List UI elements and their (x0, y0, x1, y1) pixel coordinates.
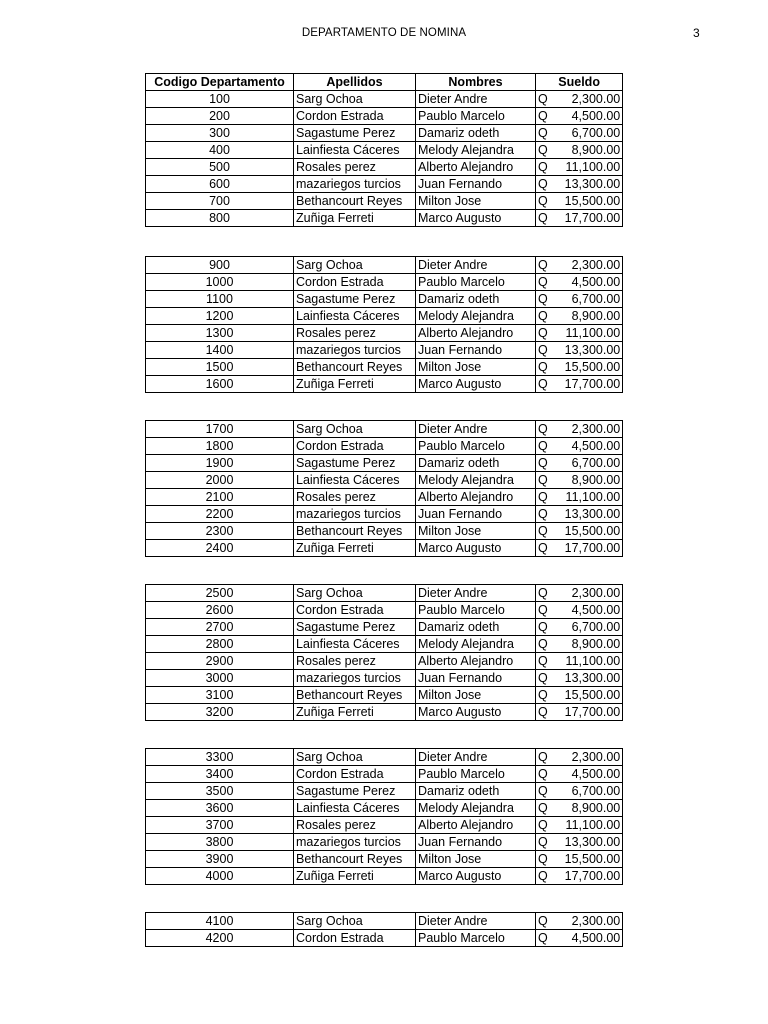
department-code-cell: 3200 (146, 704, 294, 721)
payroll-table-2 (145, 256, 623, 393)
table-row (146, 421, 623, 438)
table-body (146, 913, 623, 947)
table-row (146, 670, 623, 687)
currency-symbol: Q (536, 142, 550, 159)
table-row (146, 472, 623, 489)
salary-amount-cell: 6,700.00 (550, 783, 623, 800)
first-names-cell: Juan Fernando (416, 342, 536, 359)
department-code-cell: 3600 (146, 800, 294, 817)
table-row (146, 210, 623, 227)
department-code-cell: 400 (146, 142, 294, 159)
last-names-cell: Sarg Ochoa (294, 257, 416, 274)
last-names-cell: Lainfiesta Cáceres (294, 636, 416, 653)
last-names-cell: Lainfiesta Cáceres (294, 472, 416, 489)
last-names-cell: mazariegos turcios (294, 834, 416, 851)
page-title: DEPARTAMENTO DE NOMINA (301, 27, 467, 39)
first-names-cell: Paublo Marcelo (416, 274, 536, 291)
currency-symbol: Q (536, 913, 550, 930)
currency-symbol: Q (536, 523, 550, 540)
currency-symbol: Q (536, 670, 550, 687)
table-row (146, 913, 623, 930)
first-names-cell: Dieter Andre (416, 585, 536, 602)
table-body (146, 421, 623, 557)
first-names-cell: Alberto Alejandro (416, 325, 536, 342)
table-row (146, 800, 623, 817)
first-names-cell: Melody Alejandra (416, 472, 536, 489)
salary-amount-cell: 4,500.00 (550, 602, 623, 619)
last-names-cell: Cordon Estrada (294, 602, 416, 619)
salary-amount-cell: 2,300.00 (550, 421, 623, 438)
last-names-cell: Zuñiga Ferreti (294, 210, 416, 227)
department-code-cell: 300 (146, 125, 294, 142)
payroll-table-5 (145, 748, 623, 885)
department-code-cell: 1600 (146, 376, 294, 393)
last-names-cell: Rosales perez (294, 489, 416, 506)
department-code-cell: 1200 (146, 308, 294, 325)
table-row (146, 817, 623, 834)
salary-amount-cell: 17,700.00 (550, 704, 623, 721)
salary-amount-cell: 11,100.00 (550, 653, 623, 670)
currency-symbol: Q (536, 766, 550, 783)
currency-symbol: Q (536, 489, 550, 506)
currency-symbol: Q (536, 193, 550, 210)
first-names-cell: Damariz odeth (416, 455, 536, 472)
salary-amount-cell: 4,500.00 (550, 274, 623, 291)
salary-amount-cell: 17,700.00 (550, 376, 623, 393)
department-code-cell: 800 (146, 210, 294, 227)
department-code-cell: 2500 (146, 585, 294, 602)
table-row (146, 291, 623, 308)
currency-symbol: Q (536, 817, 550, 834)
table-row (146, 91, 623, 108)
department-code-cell: 2600 (146, 602, 294, 619)
department-code-cell: 3400 (146, 766, 294, 783)
first-names-cell: Marco Augusto (416, 210, 536, 227)
last-names-cell: mazariegos turcios (294, 670, 416, 687)
first-names-cell: Dieter Andre (416, 421, 536, 438)
salary-amount-cell: 8,900.00 (550, 800, 623, 817)
salary-amount-cell: 11,100.00 (550, 159, 623, 176)
first-names-cell: Dieter Andre (416, 91, 536, 108)
salary-amount-cell: 2,300.00 (550, 913, 623, 930)
table-row (146, 193, 623, 210)
currency-symbol: Q (536, 472, 550, 489)
salary-amount-cell: 13,300.00 (550, 834, 623, 851)
department-code-cell: 2700 (146, 619, 294, 636)
first-names-cell: Juan Fernando (416, 670, 536, 687)
last-names-cell: Lainfiesta Cáceres (294, 800, 416, 817)
department-code-cell: 1900 (146, 455, 294, 472)
department-code-cell: 100 (146, 91, 294, 108)
salary-amount-cell: 2,300.00 (550, 585, 623, 602)
salary-amount-cell: 6,700.00 (550, 291, 623, 308)
last-names-cell: Sagastume Perez (294, 455, 416, 472)
salary-amount-cell: 8,900.00 (550, 142, 623, 159)
table-row (146, 687, 623, 704)
department-code-cell: 700 (146, 193, 294, 210)
salary-amount-cell: 17,700.00 (550, 868, 623, 885)
salary-amount-cell: 11,100.00 (550, 325, 623, 342)
first-names-cell: Dieter Andre (416, 257, 536, 274)
currency-symbol: Q (536, 868, 550, 885)
last-names-cell: mazariegos turcios (294, 506, 416, 523)
salary-amount-cell: 6,700.00 (550, 125, 623, 142)
last-names-cell: mazariegos turcios (294, 342, 416, 359)
first-names-cell: Damariz odeth (416, 783, 536, 800)
last-names-cell: Bethancourt Reyes (294, 359, 416, 376)
last-names-cell: Bethancourt Reyes (294, 523, 416, 540)
department-code-cell: 2100 (146, 489, 294, 506)
table-row (146, 636, 623, 653)
table-body (146, 585, 623, 721)
first-names-cell: Milton Jose (416, 851, 536, 868)
department-code-cell: 500 (146, 159, 294, 176)
currency-symbol: Q (536, 930, 550, 947)
department-code-cell: 2200 (146, 506, 294, 523)
salary-amount-cell: 8,900.00 (550, 636, 623, 653)
currency-symbol: Q (536, 653, 550, 670)
department-code-cell: 2900 (146, 653, 294, 670)
salary-amount-cell: 13,300.00 (550, 176, 623, 193)
first-names-cell: Alberto Alejandro (416, 817, 536, 834)
first-names-cell: Juan Fernando (416, 834, 536, 851)
department-code-cell: 3300 (146, 749, 294, 766)
payroll-table-6 (145, 912, 623, 947)
department-code-cell: 900 (146, 257, 294, 274)
first-names-cell: Melody Alejandra (416, 308, 536, 325)
table-row (146, 930, 623, 947)
last-names-cell: Sagastume Perez (294, 125, 416, 142)
first-names-cell: Marco Augusto (416, 704, 536, 721)
first-names-cell: Melody Alejandra (416, 142, 536, 159)
table-body (146, 257, 623, 393)
last-names-cell: Sagastume Perez (294, 619, 416, 636)
currency-symbol: Q (536, 540, 550, 557)
currency-symbol: Q (536, 342, 550, 359)
column-header-last-names: Apellidos (294, 74, 416, 91)
salary-amount-cell: 8,900.00 (550, 472, 623, 489)
currency-symbol: Q (536, 619, 550, 636)
salary-amount-cell: 8,900.00 (550, 308, 623, 325)
salary-amount-cell: 15,500.00 (550, 193, 623, 210)
salary-amount-cell: 4,500.00 (550, 766, 623, 783)
department-code-cell: 3100 (146, 687, 294, 704)
last-names-cell: Sagastume Perez (294, 291, 416, 308)
currency-symbol: Q (536, 125, 550, 142)
department-code-cell: 3800 (146, 834, 294, 851)
department-code-cell: 1500 (146, 359, 294, 376)
salary-amount-cell: 6,700.00 (550, 455, 623, 472)
table-row (146, 704, 623, 721)
currency-symbol: Q (536, 834, 550, 851)
currency-symbol: Q (536, 359, 550, 376)
first-names-cell: Juan Fernando (416, 506, 536, 523)
currency-symbol: Q (536, 636, 550, 653)
first-names-cell: Paublo Marcelo (416, 438, 536, 455)
department-code-cell: 200 (146, 108, 294, 125)
currency-symbol: Q (536, 376, 550, 393)
table-body (146, 91, 623, 227)
column-header-code: Codigo Departamento (146, 74, 294, 91)
salary-amount-cell: 4,500.00 (550, 438, 623, 455)
last-names-cell: Sarg Ochoa (294, 913, 416, 930)
table-body (146, 749, 623, 885)
last-names-cell: Zuñiga Ferreti (294, 868, 416, 885)
payroll-table-4 (145, 584, 623, 721)
department-code-cell: 2000 (146, 472, 294, 489)
table-row (146, 359, 623, 376)
first-names-cell: Milton Jose (416, 687, 536, 704)
table-row (146, 506, 623, 523)
salary-amount-cell: 6,700.00 (550, 619, 623, 636)
currency-symbol: Q (536, 783, 550, 800)
salary-amount-cell: 4,500.00 (550, 108, 623, 125)
page-number: 3 (693, 26, 700, 40)
currency-symbol: Q (536, 421, 550, 438)
first-names-cell: Alberto Alejandro (416, 653, 536, 670)
department-code-cell: 1300 (146, 325, 294, 342)
currency-symbol: Q (536, 851, 550, 868)
department-code-cell: 1000 (146, 274, 294, 291)
payroll-table-3 (145, 420, 623, 557)
column-header-first-names: Nombres (416, 74, 536, 91)
department-code-cell: 2800 (146, 636, 294, 653)
department-code-cell: 1800 (146, 438, 294, 455)
table-header-row (146, 74, 623, 91)
last-names-cell: Sarg Ochoa (294, 91, 416, 108)
currency-symbol: Q (536, 602, 550, 619)
salary-amount-cell: 13,300.00 (550, 506, 623, 523)
last-names-cell: Cordon Estrada (294, 766, 416, 783)
currency-symbol: Q (536, 291, 550, 308)
last-names-cell: mazariegos turcios (294, 176, 416, 193)
department-code-cell: 1400 (146, 342, 294, 359)
payroll-table-1 (145, 73, 623, 227)
first-names-cell: Alberto Alejandro (416, 489, 536, 506)
first-names-cell: Paublo Marcelo (416, 602, 536, 619)
first-names-cell: Juan Fernando (416, 176, 536, 193)
first-names-cell: Dieter Andre (416, 913, 536, 930)
table-row (146, 108, 623, 125)
salary-amount-cell: 15,500.00 (550, 851, 623, 868)
department-code-cell: 4000 (146, 868, 294, 885)
last-names-cell: Sagastume Perez (294, 783, 416, 800)
department-code-cell: 3900 (146, 851, 294, 868)
salary-amount-cell: 13,300.00 (550, 670, 623, 687)
table-row (146, 602, 623, 619)
first-names-cell: Damariz odeth (416, 619, 536, 636)
table-row (146, 619, 623, 636)
currency-symbol: Q (536, 438, 550, 455)
salary-amount-cell: 11,100.00 (550, 817, 623, 834)
currency-symbol: Q (536, 704, 550, 721)
first-names-cell: Paublo Marcelo (416, 766, 536, 783)
department-code-cell: 2300 (146, 523, 294, 540)
department-code-cell: 3700 (146, 817, 294, 834)
first-names-cell: Marco Augusto (416, 376, 536, 393)
last-names-cell: Bethancourt Reyes (294, 193, 416, 210)
currency-symbol: Q (536, 800, 550, 817)
salary-amount-cell: 17,700.00 (550, 210, 623, 227)
salary-amount-cell: 15,500.00 (550, 687, 623, 704)
currency-symbol: Q (536, 159, 550, 176)
first-names-cell: Milton Jose (416, 523, 536, 540)
department-code-cell: 3500 (146, 783, 294, 800)
table-row (146, 125, 623, 142)
department-code-cell: 4100 (146, 913, 294, 930)
last-names-cell: Lainfiesta Cáceres (294, 308, 416, 325)
table-row (146, 342, 623, 359)
table-row (146, 783, 623, 800)
first-names-cell: Marco Augusto (416, 868, 536, 885)
department-code-cell: 4200 (146, 930, 294, 947)
currency-symbol: Q (536, 325, 550, 342)
last-names-cell: Bethancourt Reyes (294, 687, 416, 704)
first-names-cell: Paublo Marcelo (416, 108, 536, 125)
last-names-cell: Sarg Ochoa (294, 585, 416, 602)
last-names-cell: Sarg Ochoa (294, 749, 416, 766)
table-row (146, 851, 623, 868)
table-row (146, 868, 623, 885)
first-names-cell: Milton Jose (416, 359, 536, 376)
last-names-cell: Zuñiga Ferreti (294, 704, 416, 721)
column-header-salary: Sueldo (536, 74, 623, 91)
last-names-cell: Rosales perez (294, 817, 416, 834)
page-header (0, 24, 768, 42)
currency-symbol: Q (536, 308, 550, 325)
first-names-cell: Melody Alejandra (416, 636, 536, 653)
last-names-cell: Bethancourt Reyes (294, 851, 416, 868)
table-row (146, 766, 623, 783)
first-names-cell: Marco Augusto (416, 540, 536, 557)
table-row (146, 325, 623, 342)
last-names-cell: Zuñiga Ferreti (294, 540, 416, 557)
department-code-cell: 600 (146, 176, 294, 193)
currency-symbol: Q (536, 687, 550, 704)
department-code-cell: 3000 (146, 670, 294, 687)
table-row (146, 376, 623, 393)
salary-amount-cell: 4,500.00 (550, 930, 623, 947)
currency-symbol: Q (536, 585, 550, 602)
table-row (146, 834, 623, 851)
table-row (146, 489, 623, 506)
salary-amount-cell: 2,300.00 (550, 91, 623, 108)
table-row (146, 274, 623, 291)
first-names-cell: Melody Alejandra (416, 800, 536, 817)
last-names-cell: Sarg Ochoa (294, 421, 416, 438)
department-code-cell: 1100 (146, 291, 294, 308)
salary-amount-cell: 15,500.00 (550, 359, 623, 376)
currency-symbol: Q (536, 91, 550, 108)
first-names-cell: Alberto Alejandro (416, 159, 536, 176)
last-names-cell: Rosales perez (294, 653, 416, 670)
salary-amount-cell: 11,100.00 (550, 489, 623, 506)
salary-amount-cell: 13,300.00 (550, 342, 623, 359)
department-code-cell: 2400 (146, 540, 294, 557)
table-row (146, 749, 623, 766)
table-row (146, 142, 623, 159)
currency-symbol: Q (536, 210, 550, 227)
currency-symbol: Q (536, 455, 550, 472)
table-row (146, 176, 623, 193)
currency-symbol: Q (536, 257, 550, 274)
table-row (146, 523, 623, 540)
currency-symbol: Q (536, 506, 550, 523)
currency-symbol: Q (536, 176, 550, 193)
table-row (146, 653, 623, 670)
table-row (146, 585, 623, 602)
table-row (146, 308, 623, 325)
table-row (146, 540, 623, 557)
table-row (146, 257, 623, 274)
salary-amount-cell: 15,500.00 (550, 523, 623, 540)
last-names-cell: Lainfiesta Cáceres (294, 142, 416, 159)
last-names-cell: Rosales perez (294, 159, 416, 176)
salary-amount-cell: 2,300.00 (550, 257, 623, 274)
first-names-cell: Milton Jose (416, 193, 536, 210)
department-code-cell: 1700 (146, 421, 294, 438)
salary-amount-cell: 17,700.00 (550, 540, 623, 557)
first-names-cell: Paublo Marcelo (416, 930, 536, 947)
salary-amount-cell: 2,300.00 (550, 749, 623, 766)
first-names-cell: Damariz odeth (416, 125, 536, 142)
last-names-cell: Cordon Estrada (294, 930, 416, 947)
last-names-cell: Cordon Estrada (294, 274, 416, 291)
last-names-cell: Rosales perez (294, 325, 416, 342)
first-names-cell: Dieter Andre (416, 749, 536, 766)
currency-symbol: Q (536, 108, 550, 125)
first-names-cell: Damariz odeth (416, 291, 536, 308)
table-row (146, 438, 623, 455)
last-names-cell: Cordon Estrada (294, 108, 416, 125)
table-row (146, 159, 623, 176)
currency-symbol: Q (536, 749, 550, 766)
last-names-cell: Cordon Estrada (294, 438, 416, 455)
currency-symbol: Q (536, 274, 550, 291)
last-names-cell: Zuñiga Ferreti (294, 376, 416, 393)
table-row (146, 455, 623, 472)
